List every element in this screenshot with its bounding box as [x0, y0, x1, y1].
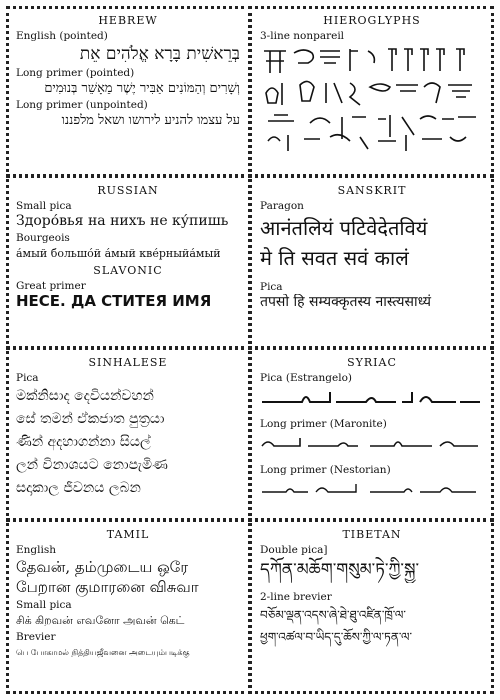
russian-sample-2: а́мый большо́й а́мый кве́рныйа́мый: [16, 247, 221, 260]
tamil-label-3: Brevier: [16, 631, 56, 643]
tamil-panel: [6, 520, 250, 694]
slavonic-title: SLAVONIC: [93, 264, 163, 277]
hebrew-label-1: English (pointed): [16, 30, 108, 42]
sanskrit-sample-2: मे ति सवत सवं कालं: [260, 246, 409, 270]
sanskrit-label-1: Paragon: [260, 200, 304, 212]
russian-label-2: Bourgeois: [16, 232, 70, 244]
hebrew-panel: [6, 6, 250, 176]
sinhalese-sample-4: ලන් විනාශයට නොපැමිණ: [16, 457, 168, 473]
sinhalese-sample-2: සේ තමන් ඒකජාත පුත්‍රයා: [16, 411, 165, 427]
russian-sample-1: Здоро́вья на нихъ не ку́пишь: [16, 213, 229, 229]
hieroglyph-glyphs-icon: [260, 43, 484, 153]
sanskrit-label-2: Pica: [260, 281, 283, 293]
hebrew-sample-3: על עצמו להניע לירושו ושאל מלפננו: [61, 113, 240, 128]
syriac-label-1: Pica (Estrangelo): [260, 372, 353, 384]
tamil-label-2: Small pica: [16, 599, 72, 611]
sinhalese-panel: [6, 348, 250, 520]
sanskrit-sample-1: आनंतलियं पटिवेदेतवियं: [260, 216, 428, 240]
hebrew-sample-2: וְשָׁרִים וְהַמּוֹנִים אַבִּיר יֶשֶׁר מֵאָשֵׁר בְּנוּמִים: [44, 81, 240, 96]
tamil-sample-3: சிக் கிறவன் எவனோ அவன் கெட்: [16, 614, 185, 627]
sinhalese-sample-3: ණින් අදහාගන්නා සියල්: [16, 434, 151, 450]
tibetan-sample-1: དཀོན་མཆོག་གསུམ་ཏེ་ཀྱི་སྐྱ་: [260, 560, 420, 580]
syriac-title: SYRIAC: [347, 356, 397, 369]
sinhalese-label-1: Pica: [16, 372, 39, 384]
tamil-sample-4: பெ போகாமல் நித்தியஜீவனை அடையும்படிக்கு: [16, 648, 190, 657]
syriac-panel: [250, 348, 494, 520]
tibetan-label-2: 2-line brevier: [260, 591, 332, 603]
russian-panel: [6, 176, 250, 348]
syriac-label-2: Long primer (Maronite): [260, 418, 387, 430]
nestorian-script-icon: [260, 480, 484, 498]
russian-title: RUSSIAN: [97, 184, 159, 197]
hebrew-label-3: Long primer (unpointed): [16, 99, 148, 111]
hieroglyphs-label-1: 3-line nonpareil: [260, 30, 345, 42]
hieroglyphs-title: HIEROGLYPHS: [323, 14, 421, 27]
maronite-script-icon: [260, 434, 484, 452]
syriac-label-3: Long primer (Nestorian): [260, 464, 391, 476]
tamil-title: TAMIL: [106, 528, 150, 541]
tibetan-sample-2: བཅོམ་ལྡན་འདས་ཞེ་ཐེ་ཐུ་འཛིན་ཁྲོ་ལ་: [260, 608, 406, 622]
type-specimen-sheet: [6, 6, 494, 694]
sinhalese-sample-1: මක්නිසාද දෙවියන්වහන්: [16, 388, 154, 404]
tibetan-panel: [250, 520, 494, 694]
tamil-label-1: English: [16, 544, 57, 556]
sanskrit-sample-3: तपसो हि सम्यक्कृतस्य नास्त्यसाध्यं: [260, 294, 431, 310]
estrangelo-script-icon: [260, 388, 484, 406]
tamil-sample-2: பேறான குமாரனை விசுவா: [16, 578, 199, 596]
tibetan-title: TIBETAN: [342, 528, 402, 541]
slavonic-sample: НЕСЕ. ДА СТИТЕЯ ИМЯ: [16, 293, 212, 310]
tamil-sample-1: தேவன், தம்முடைய ஒரே: [16, 558, 189, 576]
tibetan-label-1: Double pica]: [260, 544, 328, 556]
sanskrit-panel: [250, 176, 494, 348]
sanskrit-title: SANSKRIT: [337, 184, 407, 197]
russian-label-3: Great primer: [16, 280, 86, 292]
russian-label-1: Small pica: [16, 200, 72, 212]
hieroglyphs-panel: [250, 6, 494, 176]
hebrew-sample-1: בְּרֵאשִׁית בָּרָא אֱלֹהִים אֵת: [79, 44, 240, 64]
tibetan-sample-3: ཕྱག་འཚལ་བ་ཡིད་དུ་ཆོས་ཀྱི་ལ་ཏན་ལ་: [260, 630, 412, 644]
hebrew-label-2: Long primer (pointed): [16, 67, 135, 79]
hebrew-title: HEBREW: [98, 14, 158, 27]
sinhalese-title: SINHALESE: [88, 356, 168, 369]
sinhalese-sample-5: සදාකාල ජීවනය ලබන: [16, 480, 141, 496]
